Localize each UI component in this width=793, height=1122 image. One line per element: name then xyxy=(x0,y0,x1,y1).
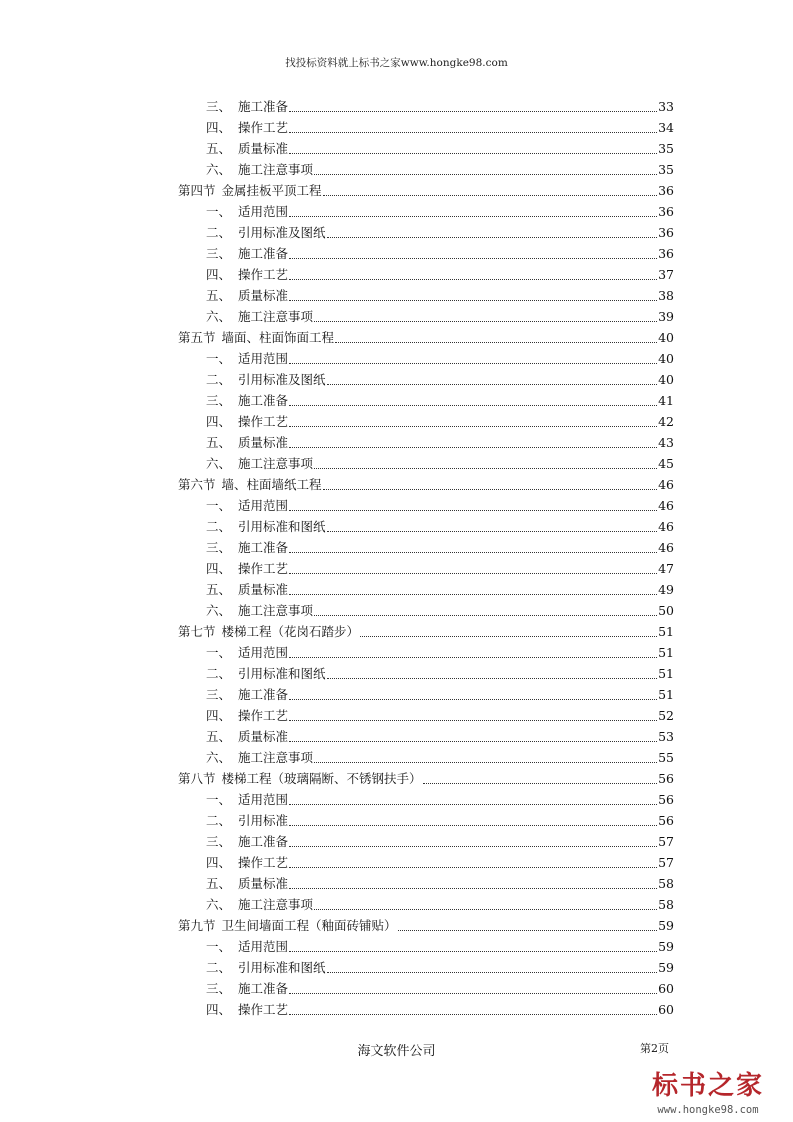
toc-subsection-entry xyxy=(178,453,674,474)
toc-dot-leader xyxy=(314,747,657,768)
toc-section-entry xyxy=(178,915,674,936)
toc-entry-number: 一、 xyxy=(206,792,232,807)
toc-dot-leader xyxy=(289,117,657,138)
toc-subsection-entry xyxy=(178,432,674,453)
toc-entry-title: 施工准备 xyxy=(238,687,289,702)
toc-entry-number: 一、 xyxy=(206,204,232,219)
toc-subsection-entry xyxy=(178,747,674,768)
toc-entry-title: 金属挂板平顶工程 xyxy=(221,183,322,198)
toc-subsection-entry xyxy=(178,684,674,705)
toc-dot-leader xyxy=(314,159,657,180)
toc-entry-number: 一、 xyxy=(206,645,232,660)
toc-entry-number: 四、 xyxy=(206,267,232,282)
toc-entry-title: 引用标准和图纸 xyxy=(238,666,326,681)
toc-entry-number: 五、 xyxy=(206,582,232,597)
toc-entry-page: 46 xyxy=(658,498,674,513)
toc-entry-number: 一、 xyxy=(206,351,232,366)
toc-section-entry xyxy=(178,327,674,348)
toc-entry-page: 43 xyxy=(658,435,674,450)
toc-entry-title: 适用范围 xyxy=(238,939,289,954)
toc-entry-page: 59 xyxy=(658,918,674,933)
toc-entry-page: 51 xyxy=(658,645,674,660)
toc-dot-leader xyxy=(289,789,657,810)
toc-entry-title: 适用范围 xyxy=(238,498,289,513)
toc-entry-title: 施工准备 xyxy=(238,393,289,408)
toc-dot-leader xyxy=(289,96,657,117)
toc-entry-number: 四、 xyxy=(206,414,232,429)
toc-entry-page: 35 xyxy=(658,162,674,177)
toc-dot-leader xyxy=(314,306,657,327)
toc-entry-number: 六、 xyxy=(206,456,232,471)
toc-entry-title: 施工准备 xyxy=(238,540,289,555)
toc-entry-number: 一、 xyxy=(206,498,232,513)
toc-entry-page: 47 xyxy=(658,561,674,576)
watermark-logo-text: 标书之家 xyxy=(651,1071,764,1101)
toc-entry-page: 50 xyxy=(658,603,674,618)
toc-entry-number: 四、 xyxy=(206,708,232,723)
toc-dot-leader xyxy=(289,999,657,1020)
toc-entry-title: 质量标准 xyxy=(238,435,289,450)
toc-dot-leader xyxy=(289,558,657,579)
toc-entry-page: 57 xyxy=(658,855,674,870)
toc-dot-leader xyxy=(327,957,658,978)
toc-section-entry xyxy=(178,768,674,789)
toc-subsection-entry xyxy=(178,495,674,516)
toc-entry-page: 40 xyxy=(658,330,674,345)
toc-subsection-entry xyxy=(178,999,674,1020)
toc-entry-number: 六、 xyxy=(206,897,232,912)
toc-entry-page: 38 xyxy=(658,288,674,303)
toc-subsection-entry xyxy=(178,96,674,117)
toc-entry-title: 墙面、柱面饰面工程 xyxy=(221,330,335,345)
toc-entry-number: 三、 xyxy=(206,99,232,114)
toc-entry-number: 第四节 xyxy=(178,183,216,198)
toc-entry-title: 施工准备 xyxy=(238,99,289,114)
toc-dot-leader xyxy=(289,579,657,600)
toc-entry-title: 施工注意事项 xyxy=(238,897,314,912)
toc-entry-page: 59 xyxy=(658,960,674,975)
toc-subsection-entry xyxy=(178,957,674,978)
toc-entry-number: 一、 xyxy=(206,939,232,954)
toc-entry-number: 五、 xyxy=(206,141,232,156)
toc-entry-number: 二、 xyxy=(206,519,232,534)
toc-entry-title: 操作工艺 xyxy=(238,708,289,723)
toc-dot-leader xyxy=(289,810,657,831)
toc-entry-number: 五、 xyxy=(206,435,232,450)
toc-entry-page: 35 xyxy=(658,141,674,156)
toc-entry-page: 51 xyxy=(658,624,674,639)
toc-entry-number: 二、 xyxy=(206,666,232,681)
toc-subsection-entry xyxy=(178,978,674,999)
watermark-logo xyxy=(633,1065,783,1116)
toc-subsection-entry xyxy=(178,243,674,264)
toc-entry-title: 质量标准 xyxy=(238,288,289,303)
toc-entry-title: 引用标准及图纸 xyxy=(238,225,326,240)
toc-subsection-entry xyxy=(178,138,674,159)
toc-dot-leader xyxy=(423,768,658,789)
toc-entry-page: 42 xyxy=(658,414,674,429)
toc-subsection-entry xyxy=(178,201,674,222)
toc-dot-leader xyxy=(289,495,657,516)
toc-entry-number: 六、 xyxy=(206,603,232,618)
toc-entry-number: 第五节 xyxy=(178,330,216,345)
toc-subsection-entry xyxy=(178,600,674,621)
toc-dot-leader xyxy=(327,663,658,684)
toc-entry-number: 三、 xyxy=(206,246,232,261)
toc-entry-title: 楼梯工程（玻璃隔断、不锈钢扶手） xyxy=(221,771,422,786)
toc-entry-number: 三、 xyxy=(206,981,232,996)
toc-entry-page: 51 xyxy=(658,687,674,702)
toc-dot-leader xyxy=(398,915,658,936)
toc-entry-page: 60 xyxy=(658,1002,674,1017)
toc-entry-number: 四、 xyxy=(206,855,232,870)
toc-entry-number: 三、 xyxy=(206,687,232,702)
toc-dot-leader xyxy=(289,390,657,411)
toc-entry-page: 40 xyxy=(658,351,674,366)
toc-entry-number: 第九节 xyxy=(178,918,216,933)
toc-entry-number: 二、 xyxy=(206,372,232,387)
toc-entry-number: 第八节 xyxy=(178,771,216,786)
toc-subsection-entry xyxy=(178,726,674,747)
toc-dot-leader xyxy=(289,411,657,432)
toc-entry-page: 53 xyxy=(658,729,674,744)
toc-entry-page: 56 xyxy=(658,771,674,786)
toc-dot-leader xyxy=(327,222,658,243)
toc-subsection-entry xyxy=(178,873,674,894)
toc-entry-number: 五、 xyxy=(206,876,232,891)
toc-entry-page: 37 xyxy=(658,267,674,282)
toc-entry-title: 操作工艺 xyxy=(238,1002,289,1017)
toc-subsection-entry xyxy=(178,663,674,684)
toc-entry-title: 操作工艺 xyxy=(238,855,289,870)
toc-entry-title: 质量标准 xyxy=(238,876,289,891)
toc-dot-leader xyxy=(289,873,657,894)
toc-subsection-entry xyxy=(178,264,674,285)
toc-entry-number: 二、 xyxy=(206,960,232,975)
toc-dot-leader xyxy=(289,642,657,663)
toc-subsection-entry xyxy=(178,789,674,810)
toc-entry-title: 引用标准和图纸 xyxy=(238,519,326,534)
toc-dot-leader xyxy=(323,180,658,201)
footer-company: 海文软件公司 xyxy=(357,1044,436,1059)
toc-dot-leader xyxy=(289,264,657,285)
toc-dot-leader xyxy=(327,369,658,390)
toc-dot-leader xyxy=(289,201,657,222)
toc-section-entry xyxy=(178,180,674,201)
toc-entry-page: 36 xyxy=(658,183,674,198)
toc-entry-number: 三、 xyxy=(206,834,232,849)
toc-dot-leader xyxy=(289,285,657,306)
toc-entry-page: 56 xyxy=(658,813,674,828)
toc-entry-title: 适用范围 xyxy=(238,351,289,366)
toc-entry-title: 适用范围 xyxy=(238,792,289,807)
toc-entry-title: 质量标准 xyxy=(238,582,289,597)
toc-entry-page: 36 xyxy=(658,225,674,240)
toc-entry-page: 51 xyxy=(658,666,674,681)
toc-entry-title: 施工注意事项 xyxy=(238,309,314,324)
toc-subsection-entry xyxy=(178,642,674,663)
toc-entry-title: 操作工艺 xyxy=(238,414,289,429)
toc-entry-number: 六、 xyxy=(206,162,232,177)
toc-subsection-entry xyxy=(178,285,674,306)
toc-subsection-entry xyxy=(178,411,674,432)
toc-dot-leader xyxy=(360,621,657,642)
toc-entry-title: 操作工艺 xyxy=(238,561,289,576)
toc-entry-title: 引用标准和图纸 xyxy=(238,960,326,975)
toc-dot-leader xyxy=(289,138,657,159)
toc-entry-title: 墙、柱面墙纸工程 xyxy=(221,477,322,492)
toc-entry-title: 施工注意事项 xyxy=(238,750,314,765)
toc-entry-page: 55 xyxy=(658,750,674,765)
toc-dot-leader xyxy=(289,348,657,369)
toc-dot-leader xyxy=(335,327,657,348)
toc-entry-page: 33 xyxy=(658,99,674,114)
toc-entry-title: 操作工艺 xyxy=(238,120,289,135)
toc-subsection-entry xyxy=(178,936,674,957)
toc-entry-number: 二、 xyxy=(206,225,232,240)
toc-entry-number: 四、 xyxy=(206,561,232,576)
toc-entry-title: 质量标准 xyxy=(238,729,289,744)
toc-section-entry xyxy=(178,474,674,495)
toc-entry-number: 六、 xyxy=(206,750,232,765)
toc-subsection-entry xyxy=(178,579,674,600)
toc-dot-leader xyxy=(289,726,657,747)
toc-entry-number: 三、 xyxy=(206,393,232,408)
toc-entry-page: 36 xyxy=(658,204,674,219)
toc-subsection-entry xyxy=(178,831,674,852)
toc-entry-number: 三、 xyxy=(206,540,232,555)
toc-entry-title: 施工准备 xyxy=(238,834,289,849)
toc-subsection-entry xyxy=(178,306,674,327)
toc-subsection-entry xyxy=(178,558,674,579)
toc-entry-title: 适用范围 xyxy=(238,645,289,660)
toc-entry-page: 59 xyxy=(658,939,674,954)
toc-entry-number: 第六节 xyxy=(178,477,216,492)
toc-entry-title: 施工注意事项 xyxy=(238,456,314,471)
toc-entry-page: 34 xyxy=(658,120,674,135)
toc-dot-leader xyxy=(314,600,657,621)
toc-entry-page: 60 xyxy=(658,981,674,996)
toc-entry-page: 52 xyxy=(658,708,674,723)
toc-entry-page: 58 xyxy=(658,897,674,912)
toc-subsection-entry xyxy=(178,705,674,726)
toc-entry-title: 施工注意事项 xyxy=(238,603,314,618)
toc-entry-title: 操作工艺 xyxy=(238,267,289,282)
toc-entry-number: 四、 xyxy=(206,120,232,135)
toc-subsection-entry xyxy=(178,117,674,138)
toc-entry-page: 40 xyxy=(658,372,674,387)
toc-subsection-entry xyxy=(178,516,674,537)
toc-dot-leader xyxy=(314,894,657,915)
toc-entry-page: 41 xyxy=(658,393,674,408)
toc-dot-leader xyxy=(289,537,657,558)
toc-entry-title: 施工准备 xyxy=(238,981,289,996)
toc-entry-title: 引用标准 xyxy=(238,813,289,828)
footer-page-number: 第2页 xyxy=(640,1042,669,1055)
toc-entry-number: 四、 xyxy=(206,1002,232,1017)
toc-entry-page: 45 xyxy=(658,456,674,471)
toc-entry-page: 46 xyxy=(658,477,674,492)
toc-entry-title: 楼梯工程（花岗石踏步） xyxy=(221,624,360,639)
watermark-url: www.hongke98.com xyxy=(657,1104,759,1116)
toc-dot-leader xyxy=(289,978,657,999)
toc-entry-page: 49 xyxy=(658,582,674,597)
toc-entry-page: 57 xyxy=(658,834,674,849)
toc-entry-number: 五、 xyxy=(206,288,232,303)
toc-subsection-entry xyxy=(178,810,674,831)
toc-subsection-entry xyxy=(178,537,674,558)
toc-entry-title: 施工准备 xyxy=(238,246,289,261)
toc-dot-leader xyxy=(289,705,657,726)
table-of-contents xyxy=(178,96,674,1020)
toc-subsection-entry xyxy=(178,369,674,390)
toc-subsection-entry xyxy=(178,894,674,915)
toc-dot-leader xyxy=(289,243,657,264)
toc-entry-title: 施工注意事项 xyxy=(238,162,314,177)
toc-entry-page: 46 xyxy=(658,519,674,534)
toc-dot-leader xyxy=(289,831,657,852)
toc-entry-number: 六、 xyxy=(206,309,232,324)
toc-entry-page: 39 xyxy=(658,309,674,324)
toc-dot-leader xyxy=(314,453,657,474)
toc-subsection-entry xyxy=(178,222,674,243)
toc-dot-leader xyxy=(327,516,658,537)
toc-dot-leader xyxy=(289,852,657,873)
toc-dot-leader xyxy=(289,432,657,453)
toc-subsection-entry xyxy=(178,159,674,180)
toc-entry-title: 引用标准及图纸 xyxy=(238,372,326,387)
toc-section-entry xyxy=(178,621,674,642)
toc-entry-page: 56 xyxy=(658,792,674,807)
toc-entry-page: 46 xyxy=(658,540,674,555)
toc-entry-number: 五、 xyxy=(206,729,232,744)
toc-dot-leader xyxy=(289,684,657,705)
toc-entry-title: 卫生间墙面工程（釉面砖铺贴） xyxy=(221,918,397,933)
toc-dot-leader xyxy=(289,936,657,957)
toc-subsection-entry xyxy=(178,852,674,873)
toc-entry-title: 质量标准 xyxy=(238,141,289,156)
toc-entry-number: 二、 xyxy=(206,813,232,828)
toc-entry-number: 第七节 xyxy=(178,624,216,639)
toc-subsection-entry xyxy=(178,348,674,369)
toc-dot-leader xyxy=(323,474,658,495)
toc-entry-page: 58 xyxy=(658,876,674,891)
page-header: 找投标资料就上标书之家www.hongke98.com xyxy=(285,57,508,69)
toc-entry-page: 36 xyxy=(658,246,674,261)
toc-subsection-entry xyxy=(178,390,674,411)
toc-entry-title: 适用范围 xyxy=(238,204,289,219)
